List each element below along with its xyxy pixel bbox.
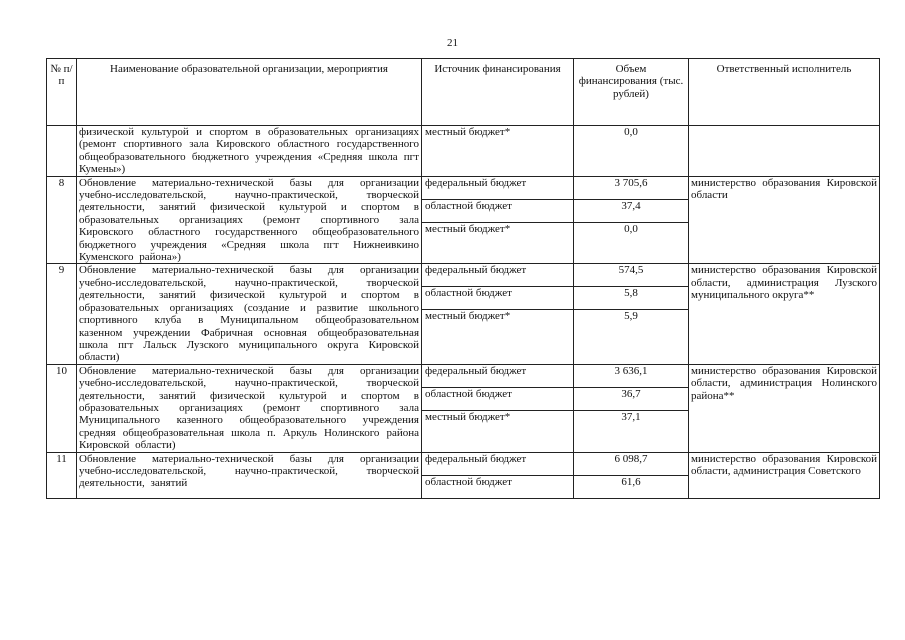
header-executor: Ответственный исполнитель [689,59,880,126]
row-sources [422,264,574,364]
row-number: 11 [47,452,77,498]
funding-volume: 3 705,6 [574,177,688,200]
table-row [47,452,880,498]
row-number [47,126,77,177]
row-executor: министерство образования Кировской области, администрация Нолинского района** [689,364,880,452]
row-name: Обновление материально-технической базы для организации учебно-исследовательской, научно-практической, творческой деятельности, занятий физической культурой и спортом в образовательных организациях (ремонт спортивного зала Муниципального казенного общеобразовательного учреждения средняя общеобразовательная школа п. Аркуль Нолинского района Кировской области) [77,364,422,452]
row-sources [422,452,574,498]
row-sources [422,126,574,177]
funding-volume: 5,8 [574,287,688,310]
row-number: 10 [47,364,77,452]
funding-volume: 574,5 [574,264,688,287]
funding-source: федеральный бюджет [422,264,573,287]
page-number: 21 [447,37,458,49]
funding-volume: 3 636,1 [574,365,688,388]
funding-volume: 5,9 [624,310,638,323]
row-volumes [574,264,689,364]
row-executor [689,126,880,177]
funding-source: областной бюджет [422,287,573,310]
header-num: № п/п [47,59,77,126]
row-number: 9 [47,264,77,364]
row-name: физической культурой и спортом в образовательных организациях (ремонт спортивного зала Кировского областного государственного общеобразовательного бюджетного учреждения «Средняя школа пгт Кумены») [77,126,422,177]
funding-source: местный бюджет* [425,126,511,138]
row-volumes [574,176,689,264]
row-executor: министерство образования Кировской области, администрация Лузского муниципального округа** [689,264,880,364]
table-header-row [47,59,880,126]
row-executor: министерство образования Кировской области, администрация Советского [689,452,880,498]
row-sources [422,176,574,264]
funding-source: федеральный бюджет [422,365,573,388]
funding-source: областной бюджет [422,200,573,223]
funding-volume: 61,6 [621,475,641,488]
funding-volume: 36,7 [574,388,688,411]
table-row [47,264,880,364]
header-source: Источник финансирования [422,59,574,126]
funding-source: областной бюджет [422,388,573,411]
row-name: Обновление материально-технической базы для организации учебно-исследовательской, научно-практической, творческой деятельности, занятий физической культурой и спортом в образовательных организациях (создание и развитие школьного спортивного клуба в Муниципальном общеобразовательном казенном учреждении Фабричная основная общеобразовательная школа пгт Лальск Лузского муниципального округа Кировской области) [77,264,422,364]
funding-volume: 0,0 [624,222,638,235]
funding-volume: 0,0 [624,126,638,138]
funding-volume: 37,1 [621,410,641,423]
funding-source: федеральный бюджет [422,453,573,476]
row-sources [422,364,574,452]
row-number: 8 [47,176,77,264]
table-row [47,364,880,452]
header-volume: Объем финансирования (тыс. рублей) [574,59,689,126]
row-executor: министерство образования Кировской области [689,176,880,264]
funding-source: областной бюджет [425,475,512,488]
row-name: Обновление материально-технической базы для организации учебно-исследовательской, научно-практической, творческой деятельности, занятий физической культурой и спортом в образовательных организациях (ремонт спортивного зала Кировского областного государственного общеобразовательного бюджетного учреждения «Средняя школа пгт Нижнеивкино Куменского района») [77,176,422,264]
table-row [47,176,880,264]
row-volumes [574,452,689,498]
funding-source: местный бюджет* [425,410,511,423]
funding-source: местный бюджет* [425,222,511,235]
funding-source: местный бюджет* [425,310,511,323]
table-row [47,126,880,177]
header-name: Наименование образовательной организации, мероприятия [77,59,422,126]
financing-table [46,58,880,499]
funding-volume: 6 098,7 [574,453,688,476]
row-name: Обновление материально-технической базы для организации учебно-исследовательской, научно-практической, творческой деятельности, занятий [77,452,422,498]
row-volumes [574,126,689,177]
funding-volume: 37,4 [574,200,688,223]
row-volumes [574,364,689,452]
funding-source: федеральный бюджет [422,177,573,200]
